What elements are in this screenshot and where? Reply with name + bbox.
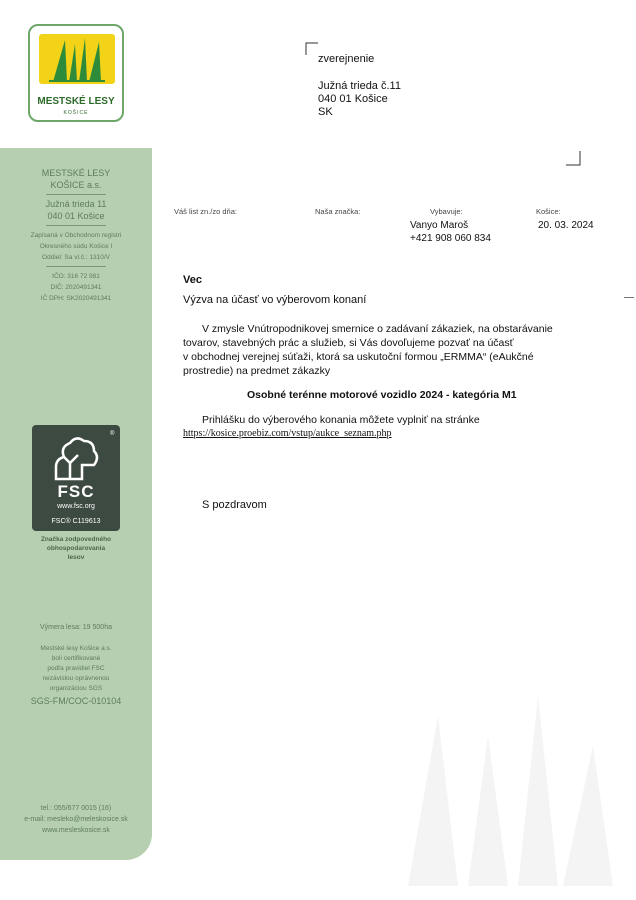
letterhead-sidebar [0, 0, 152, 900]
cert-line4: nezávislou oprávnenou [42, 675, 110, 682]
contact-phone: tel.: 055/677 0015 (16) [40, 805, 112, 812]
logo-yellow-square [39, 34, 115, 84]
cert-line5: organizáciou SGS [49, 685, 103, 692]
cert-line1: Mestské lesy Košice a.s. [40, 645, 112, 652]
ico-number: IČO: 316 72 981 [52, 273, 100, 280]
subject-heading: Vec [183, 274, 202, 286]
handler-phone: +421 908 060 834 [410, 233, 491, 244]
cert-line3: podľa pravidiel FSC [47, 665, 105, 672]
forest-area: Výmera lesa: 19 500ha [40, 624, 112, 631]
company-name-line1: MESTSKÉ LESY [41, 168, 111, 178]
subject-text: Výzva na účasť vo výberovom konaní [183, 294, 367, 306]
company-street: Južná trieda 11 [45, 199, 107, 209]
recipient-street: Južná trieda č.11 [318, 80, 401, 92]
fsc-caption-line1: Značka zodpovedného [40, 536, 112, 543]
recipient-line1: zverejnenie [318, 53, 375, 65]
fsc-caption-line2: obhospodarovania [46, 545, 106, 552]
address-corner-top-left [305, 42, 319, 56]
fsc-url: www.fsc.org [57, 503, 95, 510]
tender-item-title: Osobné terénne motorové vozidlo 2024 - kategória M1 [247, 389, 517, 401]
paragraph1-line2: tovarov, stavebných prác a služieb, si Vás dovoľujeme pozvať na účasť [183, 337, 514, 349]
registry-line2: Okresného súdu Košice I [39, 243, 113, 250]
letter-date: 20. 03. 2024 [538, 220, 594, 231]
fsc-logo [32, 425, 120, 531]
your-ref-label: Váš list zn./zo dňa: [174, 207, 237, 216]
company-name-line2: KOŠICE a.s. [50, 180, 102, 190]
sidebar-divider [46, 266, 106, 267]
handler-name: Vanyo Maroš [410, 220, 469, 231]
place-label: Košice: [536, 207, 561, 216]
fsc-registered-mark: ® [110, 431, 115, 437]
contact-email: e-mail: mesleko@meleskosice.sk [24, 816, 128, 823]
paragraph1-line3: v obchodnej verejnej súťaži, ktorá sa uskutoční formou „ERMMA“ (eAukčné [183, 351, 534, 363]
recipient-country: SK [318, 106, 333, 118]
vat-number: IČ DPH: SK2020491341 [40, 295, 112, 302]
logo-watermark [398, 676, 618, 896]
auction-link[interactable]: https://kosice.proebiz.com/vstup/aukce_seznam.php [183, 428, 392, 439]
paragraph2: Prihlášku do výberového konania môžete vyplniť na stránke [202, 414, 480, 426]
company-city: 040 01 Košice [47, 211, 105, 221]
sidebar-divider [46, 225, 106, 226]
registry-line3: Oddiel: Sa vl.č.: 1310/V [42, 254, 110, 261]
contact-website: www.mesleskosice.sk [42, 827, 110, 834]
logo-trees-icon [39, 34, 115, 84]
sidebar-divider [46, 194, 106, 195]
cert-line2: boli certifikované [51, 655, 101, 662]
fsc-wordmark: FSC [57, 482, 95, 501]
dic-number: DIČ: 2020491341 [50, 284, 102, 291]
registry-line1: Zapísaná v Obchodnom registri [30, 232, 122, 239]
paragraph1-line4: prostredie) na predmet zákazky [183, 365, 331, 377]
fsc-caption-line3: lesov [67, 554, 85, 561]
cert-code: SGS-FM/COC-010104 [30, 696, 122, 706]
logo-city: KOŠICE [63, 110, 89, 116]
handled-by-label: Vybavuje: [430, 207, 463, 216]
company-logo [28, 24, 124, 122]
logo-name: MESTSKÉ LESY [37, 96, 115, 107]
fold-mark [624, 297, 634, 298]
address-corner-bottom-right [565, 150, 581, 166]
recipient-city: 040 01 Košice [318, 93, 388, 105]
fsc-license-code: FSC® C119613 [51, 518, 101, 525]
fsc-tree-icon [50, 433, 102, 481]
closing: S pozdravom [202, 499, 267, 511]
our-ref-label: Naša značka: [315, 207, 361, 216]
paragraph1-line1: V zmysle Vnútropodnikovej smernice o zadávaní zákaziek, na obstarávanie [202, 323, 553, 335]
